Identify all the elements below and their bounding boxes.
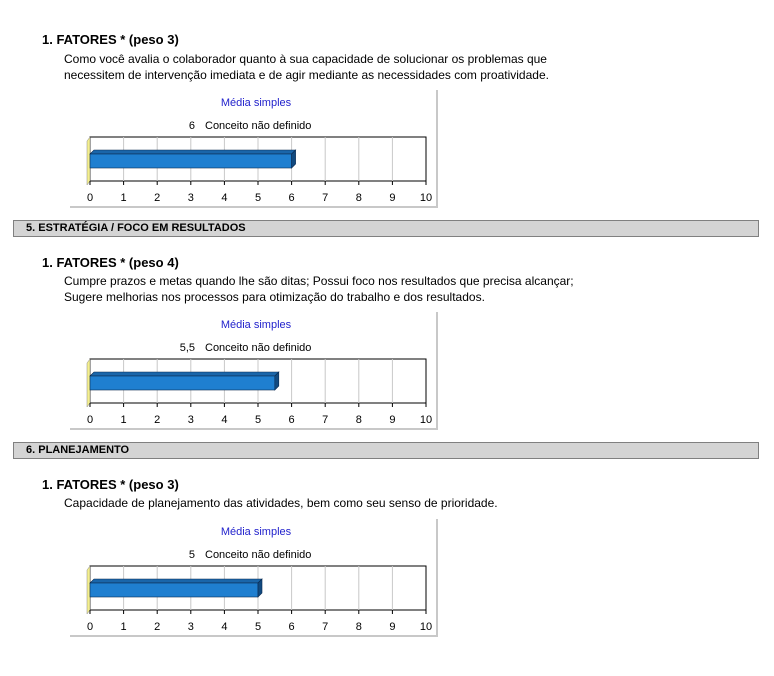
tick-label: 3: [187, 192, 194, 204]
axis-depth-marker: [87, 359, 90, 407]
tick-label: 0: [86, 192, 94, 204]
chart-svg: [70, 90, 436, 206]
bar: [90, 583, 258, 597]
factor-title: 1. FATORES * (peso 3): [42, 32, 179, 47]
factor-description: [64, 495, 704, 511]
average-chart: [70, 312, 438, 430]
tick-label: 8: [355, 414, 362, 426]
chart-title: Média simples: [220, 526, 292, 538]
factor-title: 1. FATORES * (peso 3): [42, 477, 179, 492]
tick-label: 6: [288, 621, 295, 633]
tick-label: 9: [389, 621, 396, 633]
average-chart: [70, 519, 438, 637]
tick-label: 10: [419, 414, 433, 426]
tick-label: 6: [288, 414, 295, 426]
description-line: Capacidade de planejamento das atividades, bem como seu senso de prioridade.: [64, 496, 498, 510]
tick-label: 5: [254, 621, 262, 633]
tick-label: 9: [389, 414, 396, 426]
tick-label: 1: [120, 414, 127, 426]
chart-title: Média simples: [220, 97, 292, 109]
axis-depth-marker: [87, 566, 90, 614]
tick-label: 4: [221, 621, 228, 633]
tick-label: 2: [154, 414, 161, 426]
tick-label: 6: [288, 192, 295, 204]
tick-label: 2: [154, 621, 161, 633]
tick-label: 0: [86, 414, 94, 426]
tick-label: 7: [322, 192, 329, 204]
tick-label: 10: [419, 192, 433, 204]
chart-svg: [70, 519, 436, 635]
tick-label: 8: [355, 192, 362, 204]
section-header: 6. PLANEJAMENTO: [13, 442, 759, 459]
tick-label: 8: [355, 621, 362, 633]
chart-value-label: 5: [188, 549, 195, 561]
tick-label: 7: [322, 414, 329, 426]
chart-svg: [70, 312, 436, 428]
axis-depth-marker: [87, 137, 90, 185]
tick-label: 0: [86, 621, 94, 633]
description-line: Sugere melhorias nos processos para otimização do trabalho e dos resultados.: [64, 290, 485, 304]
bar: [90, 154, 292, 168]
tick-label: 1: [120, 192, 127, 204]
chart-concept-label: Conceito não definido: [205, 549, 312, 561]
chart-concept-label: Conceito não definido: [205, 342, 312, 354]
description-line: Como você avalia o colaborador quanto à sua capacidade de solucionar os problemas que: [64, 52, 547, 66]
tick-label: 1: [120, 621, 127, 633]
factor-description: [64, 273, 704, 305]
description-line: necessitem de intervenção imediata e de agir mediante as necessidades com proatividade.: [64, 68, 549, 82]
chart-title: Média simples: [220, 319, 292, 331]
chart-value-label: 6: [188, 120, 195, 132]
tick-label: 9: [389, 192, 396, 204]
tick-label: 5: [254, 192, 262, 204]
tick-label: 4: [221, 192, 228, 204]
tick-label: 2: [154, 192, 161, 204]
chart-concept-label: Conceito não definido: [205, 120, 312, 132]
tick-label: 10: [419, 621, 433, 633]
bar-top: [90, 150, 296, 154]
bar-top: [90, 372, 279, 376]
bar-top: [90, 579, 262, 583]
description-line: Cumpre prazos e metas quando lhe são ditas; Possui foco nos resultados que precisa alcançar;: [64, 274, 574, 288]
chart-value-label: 5,5: [179, 342, 195, 354]
section-header: 5. ESTRATÉGIA / FOCO EM RESULTADOS: [13, 220, 759, 237]
average-chart: [70, 90, 438, 208]
tick-label: 3: [187, 414, 194, 426]
bar: [90, 376, 275, 390]
factor-description: [64, 51, 704, 83]
tick-label: 7: [322, 621, 329, 633]
tick-label: 4: [221, 414, 228, 426]
factor-title: 1. FATORES * (peso 4): [42, 255, 179, 270]
tick-label: 5: [254, 414, 262, 426]
tick-label: 3: [187, 621, 194, 633]
